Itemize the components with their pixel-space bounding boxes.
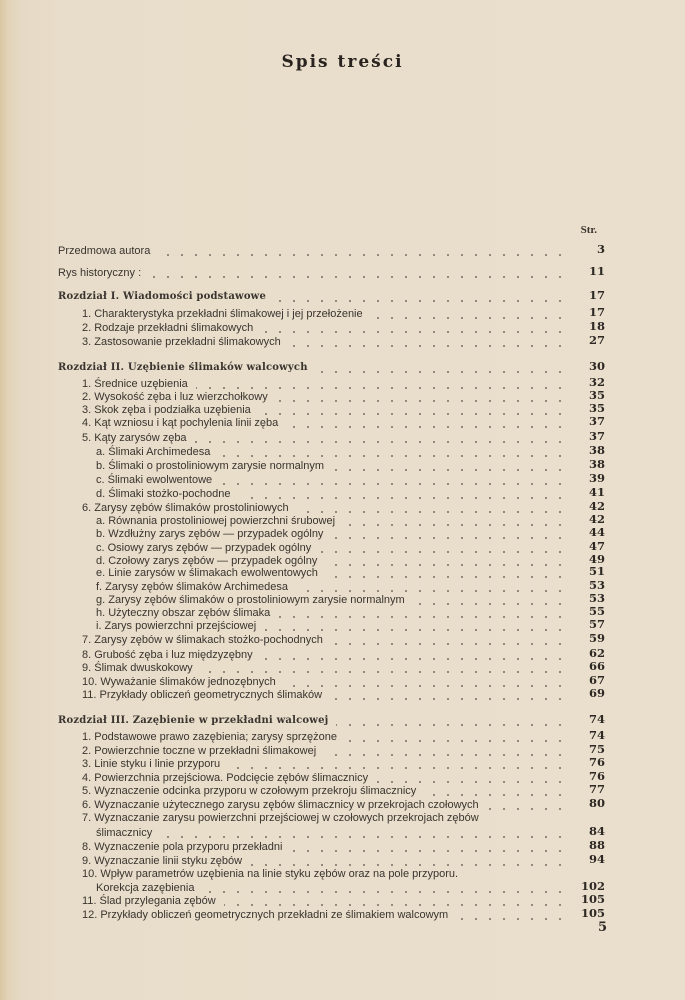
toc-entry — [58, 487, 605, 501]
toc-entry — [58, 431, 605, 445]
dot-leader — [274, 290, 567, 304]
toc-entry-title: 3. Linie styku i linie przyporu — [82, 758, 221, 770]
toc-entry-page: 74 — [588, 728, 605, 742]
toc-entry-page: 105 — [580, 892, 605, 906]
dot-leader — [218, 445, 567, 459]
toc-entry-title: 11. Przykłady obliczeń geometrycznych ślimaków — [82, 689, 323, 701]
toc-entry-page: 42 — [588, 499, 605, 513]
toc-entry-title: e. Linie zarysów w ślimakach ewolwentowych — [96, 567, 318, 579]
toc-entry — [58, 390, 605, 404]
toc-entry-page: 75 — [588, 742, 605, 756]
toc-entry-page: 35 — [588, 401, 605, 415]
toc-entry-page: 32 — [588, 375, 605, 389]
dot-leader — [239, 487, 567, 501]
toc-entry-title: Przedmowa autora — [58, 245, 151, 257]
toc-entry-page: 11 — [588, 264, 605, 278]
toc-entry-title: ślimacznicy — [96, 827, 153, 839]
toc-entry — [58, 661, 605, 675]
toc-entry-title: 6. Zarysy zębów ślimaków prostoliniowych — [82, 502, 289, 514]
dot-leader — [324, 744, 567, 758]
toc-entry-title: 11. Ślad przylegania zębów — [82, 895, 216, 907]
toc-entry-title: a. Ślimaki Archimedesa — [96, 446, 211, 458]
toc-entry-title: 10. Wpływ parametrów uzębienia na linie styku zębów oraz na pole przyporu. — [82, 868, 459, 880]
toc-entry-page: 42 — [588, 512, 605, 526]
toc-entry — [58, 403, 605, 417]
dot-leader — [228, 757, 567, 771]
toc-entry-page: 84 — [588, 824, 605, 838]
toc-entry-title: 2. Rodzaje przekładni ślimakowych — [82, 322, 254, 334]
dot-leader — [336, 714, 567, 728]
toc-entry-page: 35 — [588, 388, 605, 402]
toc-entry — [58, 580, 605, 594]
dot-leader — [158, 244, 567, 258]
toc-entry-title: 2. Powierzchnie toczne w przekładni ślimakowej — [82, 745, 317, 757]
dot-leader — [261, 321, 567, 335]
toc-entry-page: 77 — [588, 782, 605, 796]
page-title: Spis treści — [281, 52, 404, 72]
toc-entry-title: 7. Zarysy zębów w ślimakach stożko-pochodnych — [82, 634, 323, 646]
toc-entry-title: 9. Wyznaczanie linii styku zębów — [82, 855, 243, 867]
toc-entry — [58, 416, 605, 430]
page-number: 5 — [597, 920, 607, 935]
dot-leader — [345, 730, 567, 744]
toc-entry-page: 59 — [588, 631, 605, 645]
dot-leader — [319, 541, 567, 555]
toc-entry-page: 18 — [588, 319, 605, 333]
toc-entry — [58, 840, 605, 854]
dot-leader — [276, 390, 567, 404]
toc-entry-title: i. Zarys powierzchni przejściowej — [96, 620, 257, 632]
toc-entry — [58, 459, 605, 473]
toc-entry-title: d. Czołowy zarys zębów — przypadek ogólny — [96, 555, 318, 567]
toc-entry — [58, 445, 605, 459]
toc-entry-page: 38 — [588, 443, 605, 457]
toc-entry-title: 9. Ślimak dwuskokowy — [82, 662, 193, 674]
toc-entry-page: 66 — [588, 659, 605, 673]
toc-entry-page: 47 — [588, 539, 605, 553]
dot-leader — [331, 633, 567, 647]
toc-entry-title: 3. Skok zęba i podziałka uzębienia — [82, 404, 251, 416]
toc-entry-page: 3 — [596, 242, 605, 256]
toc-entry — [58, 894, 605, 908]
toc-chapter-entry — [58, 361, 605, 375]
toc-entry-title: 3. Zastosowanie przekładni ślimakowych — [82, 336, 281, 348]
toc-entry — [58, 811, 605, 825]
dot-leader — [196, 377, 567, 391]
toc-entry-page: 30 — [588, 359, 605, 373]
toc-entry — [58, 648, 605, 662]
dot-leader — [201, 661, 567, 675]
toc-entry — [58, 335, 605, 349]
dot-leader — [487, 798, 567, 812]
dot-leader — [290, 840, 567, 854]
toc-entry — [58, 606, 605, 620]
toc-entry-page: 49 — [588, 552, 605, 566]
dot-leader — [316, 361, 567, 375]
dot-leader — [149, 266, 567, 280]
toc-entry-page: 37 — [588, 429, 605, 443]
toc-entry-page: 67 — [588, 673, 605, 687]
toc-entry-page: 62 — [588, 646, 605, 660]
toc-entry-page: 39 — [588, 471, 605, 485]
dot-leader — [326, 566, 567, 580]
toc-entry — [58, 744, 605, 758]
toc-entry — [58, 908, 605, 922]
toc-entry — [58, 593, 605, 607]
toc-entry — [58, 619, 605, 633]
toc-entry — [58, 377, 605, 391]
toc-entry — [58, 730, 605, 744]
toc-entry-title: c. Ślimaki ewolwentowe — [96, 474, 213, 486]
toc-entry-page: 27 — [588, 333, 605, 347]
dot-leader — [343, 514, 567, 528]
toc-entry — [58, 307, 605, 321]
toc-entry-title: b. Wzdłużny zarys zębów — przypadek ogólny — [96, 528, 324, 540]
toc-entry-title: 8. Grubość zęba i luz międzyzębny — [82, 649, 253, 661]
toc-entry — [58, 784, 605, 798]
toc-entry — [58, 675, 605, 689]
toc-entry — [58, 798, 605, 812]
toc-entry-page: 41 — [588, 485, 605, 499]
toc-entry-page: 76 — [588, 755, 605, 769]
toc-entry — [58, 854, 605, 868]
toc-entry — [58, 473, 605, 487]
dot-leader — [456, 908, 567, 922]
dot-leader — [195, 431, 567, 445]
toc-entry-title: 8. Wyznaczenie pola przyporu przekładni — [82, 841, 283, 853]
toc-chapter-entry — [58, 714, 605, 728]
toc-entry-title: 1. Podstawowe prawo zazębienia; zarysy sprzężone — [82, 731, 337, 743]
toc-entry — [58, 881, 605, 895]
toc-entry-title: b. Ślimaki o prostoliniowym zarysie normalnym — [96, 460, 325, 472]
toc-entry-title: 1. Charakterystyka przekładni ślimakowej i jej przełożenie — [82, 308, 363, 320]
toc-entry-page: 55 — [588, 604, 605, 618]
toc-entry — [58, 541, 605, 555]
toc-entry — [58, 757, 605, 771]
toc-chapter-entry — [58, 290, 605, 304]
toc-entry — [58, 867, 605, 881]
toc-entry-title: 6. Wyznaczanie użytecznego zarysu zębów ślimacznicy w przekrojach czołowych — [82, 799, 479, 811]
toc-entry — [58, 244, 605, 258]
toc-entry-page: 51 — [588, 564, 605, 578]
toc-entry — [58, 633, 605, 647]
dot-leader — [250, 854, 567, 868]
dot-leader — [297, 501, 567, 515]
dot-leader — [371, 307, 567, 321]
dot-leader — [259, 403, 567, 417]
toc-entry-title: 2. Wysokość zęba i luz wierzchołkowy — [82, 391, 268, 403]
dot-leader — [332, 459, 567, 473]
toc-entry-page: 74 — [588, 712, 605, 726]
toc-entry-page: 102 — [580, 879, 605, 893]
toc-entry-page: 80 — [588, 796, 605, 810]
toc-entry-title: h. Użyteczny obszar zębów ślimaka — [96, 607, 271, 619]
page-column-label: Str. — [580, 224, 597, 236]
dot-leader — [220, 473, 567, 487]
dot-leader — [224, 894, 567, 908]
toc-entry-title: 10. Wyważanie ślimaków jednozębnych — [82, 676, 276, 688]
toc-entry-title: 5. Kąty zarysów zęba — [82, 432, 187, 444]
dot-leader — [330, 688, 567, 702]
toc-entry-title: d. Ślimaki stożko-pochodne — [96, 488, 231, 500]
toc-entry-page: 53 — [588, 578, 605, 592]
toc-entry-title: 7. Wyznaczanie zarysu powierzchni przejściowej w czołowych przekrojach zębów — [82, 812, 479, 824]
dot-leader — [424, 784, 567, 798]
dot-leader — [160, 826, 567, 840]
toc-entry-title: 1. Średnice uzębienia — [82, 378, 188, 390]
toc-entry-page: 37 — [588, 414, 605, 428]
toc-entry-title: c. Osiowy zarys zębów — przypadek ogólny — [96, 542, 312, 554]
dot-leader — [284, 675, 567, 689]
toc-entry-title: Rozdział I. Wiadomości podstawowe — [58, 291, 267, 302]
toc-entry-title: Rys historyczny : — [58, 267, 142, 279]
toc-entry-page: 57 — [588, 617, 605, 631]
toc-entry — [58, 501, 605, 515]
toc-entry-title: 4. Kąt wzniosu i kąt pochylenia linii zęba — [82, 417, 279, 429]
toc-entry — [58, 688, 605, 702]
toc-entry-title: 4. Powierzchnia przejściowa. Podcięcie zębów ślimacznicy — [82, 772, 369, 784]
dot-leader — [261, 648, 567, 662]
toc-entry-page: 38 — [588, 457, 605, 471]
dot-leader — [264, 619, 567, 633]
toc-entry-title: g. Zarysy zębów ślimaków o prostoliniowym zarysie normalnym — [96, 594, 405, 606]
toc-entry-title: Rozdział III. Zazębienie w przekładni walcowej — [58, 715, 329, 726]
toc-entry-page: 69 — [588, 686, 605, 700]
dot-leader — [376, 771, 567, 785]
dot-leader — [286, 416, 567, 430]
toc-entry — [58, 566, 605, 580]
toc-entry — [58, 266, 605, 280]
toc-entry-page: 76 — [588, 769, 605, 783]
toc-entry-title: Rozdział II. Uzębienie ślimaków walcowych — [58, 362, 308, 373]
toc-entry — [58, 826, 605, 840]
toc-entry-title: f. Zarysy zębów ślimaków Archimedesa — [96, 581, 288, 593]
dot-leader — [331, 527, 567, 541]
toc-entry — [58, 527, 605, 541]
toc-entry-page: 105 — [580, 906, 605, 920]
dot-leader — [289, 335, 567, 349]
toc-entry-page: 44 — [588, 525, 605, 539]
toc-entry — [58, 321, 605, 335]
toc-entry-page: 17 — [588, 288, 605, 302]
dot-leader — [202, 881, 567, 895]
toc-entry-title: 12. Przykłady obliczeń geometrycznych przekładni ze ślimakiem walcowym — [82, 909, 449, 921]
toc-entry-page: 17 — [588, 305, 605, 319]
toc-entry-page: 94 — [588, 852, 605, 866]
toc-entry-title: 5. Wyznaczenie odcinka przyporu w czołowym przekroju ślimacznicy — [82, 785, 417, 797]
toc-entry — [58, 514, 605, 528]
dot-leader — [413, 593, 567, 607]
toc-entry-page: 88 — [588, 838, 605, 852]
toc-entry-title: a. Równania prostoliniowej powierzchni śrubowej — [96, 515, 336, 527]
dot-leader — [278, 606, 567, 620]
toc-entry-page: 53 — [588, 591, 605, 605]
toc-entry-title: Korekcja zazębienia — [96, 882, 195, 894]
dot-leader — [296, 580, 567, 594]
toc-entry — [58, 771, 605, 785]
